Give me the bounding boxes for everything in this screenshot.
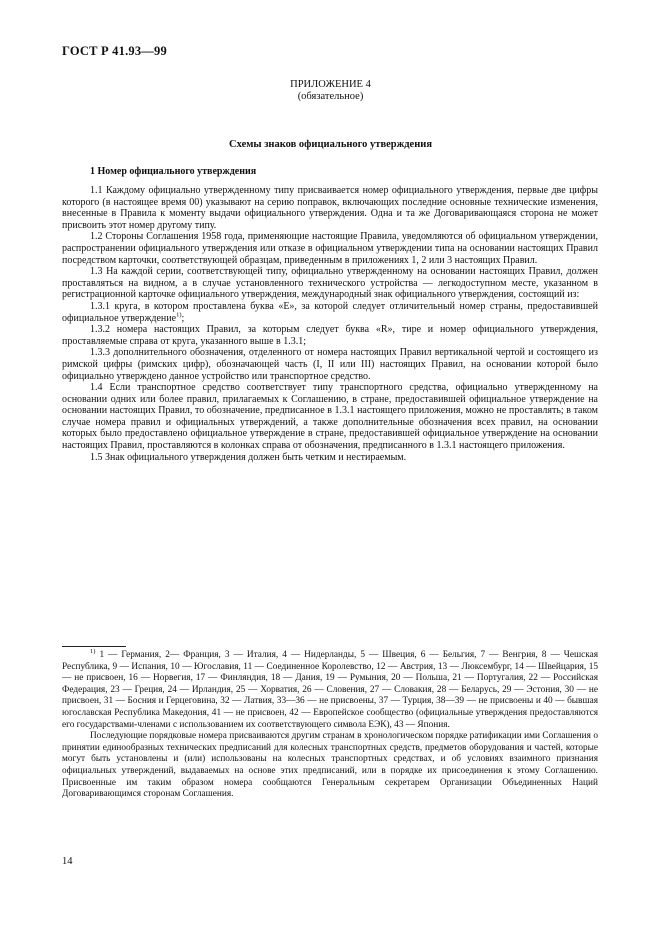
footnote	[62, 647, 599, 801]
footnote-paragraph-2: Последующие порядковые номера присваиваются другим странам в хронологическом порядке ратификации ими Соглашения о принятии единообразных технических предписаний для колесных транспортных средств, предметов оборудования и частей, которые могут быть установлены и (или) использованы на колесных транспортных средствах, и об условиях взаимного признания официальных утверждений, выдаваемых на основе этих предписаний, или в порядке их присоединения к этому Соглашению. Присвоенные им таким образом номера сообщаются Генеральным секретарем Организации Объединенных Наций Договаривающимся сторонам Соглашения.	[62, 731, 598, 800]
appendix-heading	[0, 79, 661, 103]
paragraph-1-1: 1.1 Каждому официально утвержденному типу присваивается номер официального утверждения, первые две цифры которого (в настоящее время 00) указывают на серию поправок, включающих последние основные технические изменения, внесенные в Правила к моменту выдачи официального утверждения. Одна и та же Договаривающаяся сторона не может присвоить этот номер другому типу.	[62, 185, 598, 231]
paragraph-1-3-1: 1.3.1 круга, в котором проставлена буква «Е», за которой следует отличительный номер страны, предоставившей официальное утверждение$^{1)}$;	[62, 300, 598, 324]
paragraph-1-3-2: 1.3.2 номера настоящих Правил, за которым следует буква «R», тире и номер официального утверждения, проставляемые справа от круга, указанного выше в 1.3.1;	[62, 324, 598, 347]
paragraph-1-4: 1.4 Если транспортное средство соответствует типу транспортного средства, официально утвержденному на основании одних или более правил, прилагаемых к Соглашению, в стране, предоставившей официальное утверждение на основании настоящих Правил, то обозначение, предписанное в 1.3.1 настоящего приложения, можно не проставлять; в таком случае номера правил и официальных утверждений, а также дополнительные обозначения всех правил, на основании которых было предоставлено официальное утверждение в стране, предоставившей официальное утверждение на основании настоящих Правил, проставляются в колонках справа от обозначения, предписанного в 1.3.1 настоящего приложения.	[62, 382, 598, 452]
body-text	[62, 185, 598, 463]
footnote-reference: 1)	[176, 311, 182, 319]
section-heading: 1 Номер официального утверждения	[90, 166, 257, 177]
footnote-divider	[62, 646, 126, 647]
appendix-label: ПРИЛОЖЕНИЕ 4	[290, 79, 371, 90]
paragraph-1-2: 1.2 Стороны Соглашения 1958 года, применяющие настоящие Правила, уведомляются об официальном утверждении, распространении официального утверждения или отказе в официальном утверждении типа на основании настоящих Правил посредством карточки, соответствующей образцам, приведенным в приложениях 1, 2 или 3 настоящих Правил.	[62, 231, 598, 266]
page-number: 14	[62, 856, 73, 867]
paragraph-1-3-1-text: 1.3.1 круга, в котором проставлена буква «Е», за которой следует отличительный номер страны, предоставившей официальное утверждение	[62, 300, 598, 324]
document-code-header: ГОСТ Р 41.93—99	[62, 44, 167, 58]
footnote-marker: 1)	[90, 647, 96, 655]
paragraph-1-3-3: 1.3.3 дополнительного обозначения, отделенного от номера настоящих Правил вертикальной чертой и состоящего из римской цифры (римских цифр), обозначающей часть (I, II или III) настоящих Правил, на основании которой было официально утверждено данное устройство или транспортное средство.	[62, 347, 598, 382]
page-title: Схемы знаков официального утверждения	[229, 139, 432, 150]
footnote-paragraph-1	[62, 647, 599, 731]
footnote-country-list: 1 — Германия, 2— Франция, 3 — Италия, 4 — Нидерланды, 5 — Швеция, 6 — Бельгия, 7 — Венгрия, 8 — Чешская Республика, 9 — Испания, 10 — Югославия, 11 — Соединенное Королевство, 12 — Австрия, 13 — Люксембург, 14 — Швейцария, 15 — не присвоен, 16 — Норвегия, 17 — Финляндия, 18 — Дания, 19 — Румыния, 20 — Польша, 21 — Португалия, 22 — Российская Федерация, 23 — Греция, 24 — Ирландия, 25 — Хорватия, 26 — Словения, 27 — Словакия, 28 — Беларусь, 29 — Эстония, 30 — не присвоен, 31 — Босния и Герцеговина, 32 — Латвия, 33—36 — не присвоены, 37 — Турция, 38—39 — не присвоены и 40 — бывшая югославская Республика Македония, 41 — не присвоен, 42 — Европейское сообщество (официальные утверждения предоставляются его государствами-членами с использованием их соответствующего символа ЕЭК), 43 — Япония.	[62, 650, 599, 730]
paragraph-1-5: 1.5 Знак официального утверждения должен быть четким и нестираемым.	[90, 451, 407, 463]
paragraph-1-3: 1.3 На каждой серии, соответствующей типу, официально утвержденному на основании настоящих Правил, должен проставляться на видном, а в случае установленного технического устройства — легкодоступном месте, указанном в регистрационной карточке официального утверждения, международный знак официального утверждения, состоящий из:	[62, 266, 598, 301]
appendix-status: (обязательное)	[297, 91, 364, 102]
